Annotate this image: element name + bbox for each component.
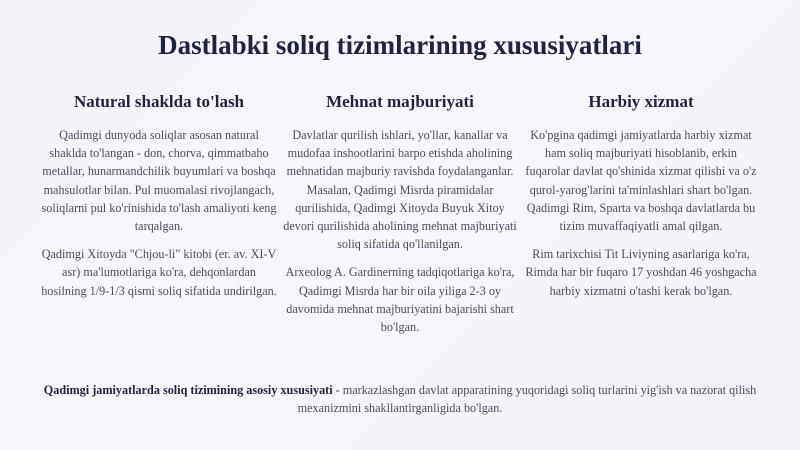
footer-text: - markazlashgan davlat apparatining yuqoridagi soliq turlarini yig'ish va nazorat qilish mexanizmini shakllantirganligida bo'lgan. [297,383,757,416]
column-paragraph: Davlatlar qurilish ishlari, yo'llar, kanallar va mudofaa inshootlarini barpo etishda aholining mehnatidan majburiy ravishda foydalanganlar. Masalan, Qadimgi Misrda piramidalar qurilishida, Qadimgi Xitoyda Buyuk Xitoy devori qurilishida aholining mehnat majburiyati soliq sifatida qo'llanilgan. [283,128,517,252]
column-heading: Natural shaklda to'lash [73,92,245,111]
column-paragraph: Rim tarixchisi Tit Liviyning asarlariga ko'ra, Rimda har bir fuqaro 17 yoshdan 46 yoshgacha harbiy xizmatni o'tashi kerak bo'lgan. [525,247,757,298]
column-military-service [522,92,760,310]
footer-summary [30,381,770,417]
column-heading: Harbiy xizmat [588,92,694,111]
column-labor-duty [281,92,519,346]
footer-bold: Qadimgi jamiyatlarda soliq tizimining asosiy xususiyati [43,383,333,397]
column-natural-payment [40,92,278,310]
column-heading: Mehnat majburiyati [326,92,474,111]
column-paragraph: Arxeolog A. Gardinerning tadqiqotlariga ko'ra, Qadimgi Misrda har bir oila yiliga 2-3 oy davomida mehnat majburiyatini bajarishi shart bo'lgan. [285,265,515,335]
column-paragraph: Qadimgi dunyoda soliqlar asosan natural shaklda to'langan - don, chorva, qimmatbaho metallar, hunarmandchilik buyumlari va boshqa mahsulotlar bilan. Pul muomalasi rivojlangach, soliqlarni pul ko'rinishida to'lash amaliyoti keng tarqalgan. [41,128,277,234]
column-paragraph: Qadimgi Xitoyda "Chjou-li" kitobi (er. av. XI-V asr) ma'lumotlariga ko'ra, dehqonlardan hosilning 1/9-1/3 qismi soliq sifatida undirilgan. [41,247,277,298]
slide-title: Dastlabki soliq tizimlarining xususiyatlari [158,30,642,60]
column-paragraph: Ko'pgina qadimgi jamiyatlarda harbiy xizmat ham soliq majburiyati hisoblanib, erkin fuqarolar davlat qo'shinida xizmat qilishi va o'z qurol-yarog'larini ta'minlashlari shart bo'lgan. Qadimgi Rim, Sparta va boshqa davlatlarda bu tizim muvaffaqiyatli amal qilgan. [525,128,757,234]
